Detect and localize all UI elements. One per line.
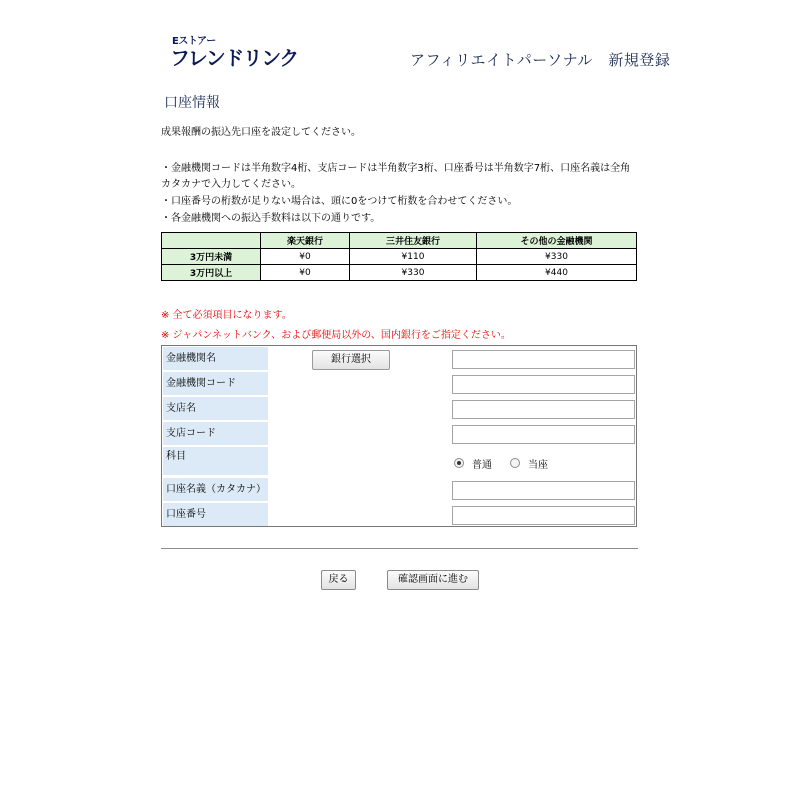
- fee-cell: ¥0: [261, 265, 350, 281]
- branch-code-field[interactable]: [452, 425, 635, 444]
- account-number-field[interactable]: [452, 506, 635, 525]
- intro-text: 成果報酬の振込先口座を設定してください。: [161, 127, 361, 138]
- bank-name-field[interactable]: [452, 350, 635, 369]
- bank-name-label: 金融機関名: [163, 347, 268, 370]
- account-holder-label: 口座名義（カタカナ）: [163, 478, 268, 501]
- fee-table-header: その他の金融機関: [477, 233, 637, 249]
- form-row-branch-code: [162, 422, 636, 447]
- required-notice: ※ 全て必須項目になります。: [161, 310, 292, 321]
- branch-name-field[interactable]: [452, 400, 635, 419]
- table-row: [162, 265, 637, 281]
- bank-select-button[interactable]: 銀行選択: [312, 350, 390, 370]
- bank-account-form: [161, 345, 637, 527]
- account-type-ordinary-radio[interactable]: [454, 458, 464, 468]
- account-type-ordinary-label: 普通: [472, 460, 492, 471]
- account-number-label: 口座番号: [163, 503, 268, 526]
- back-button[interactable]: 戻る: [321, 570, 356, 590]
- bank-code-label: 金融機関コード: [163, 372, 268, 395]
- confirm-button[interactable]: 確認画面に進む: [387, 570, 479, 590]
- account-type-label: 科目: [163, 447, 268, 475]
- logo-subtitle: Eストアー: [172, 36, 216, 47]
- fee-cell: ¥110: [350, 249, 477, 265]
- fee-table-header: 三井住友銀行: [350, 233, 477, 249]
- note-line: ・金融機関コードは半角数字4桁、支店コードは半角数字3桁、口座番号は半角数字7桁、口座名義は全角: [161, 163, 631, 174]
- fee-table-header-row: [162, 233, 637, 249]
- transfer-fee-table: [161, 232, 637, 281]
- logo-title: フレンドリンク: [170, 46, 298, 70]
- account-type-current-radio[interactable]: [510, 458, 520, 468]
- form-row-bank-name: [162, 347, 636, 372]
- fee-table-header: [162, 233, 261, 249]
- account-holder-field[interactable]: [452, 481, 635, 500]
- form-row-account-holder: [162, 478, 636, 503]
- divider: [161, 548, 638, 549]
- page-header-title: アフィリエイトパーソナル 新規登録: [410, 51, 671, 69]
- note-line: ・各金融機関への振込手数料は以下の通りです。: [161, 213, 381, 224]
- bank-restriction-notice: ※ ジャパンネットバンク、および郵便局以外の、国内銀行をご指定ください。: [161, 330, 511, 341]
- bank-code-field[interactable]: [452, 375, 635, 394]
- branch-name-label: 支店名: [163, 397, 268, 420]
- fee-cell: ¥330: [350, 265, 477, 281]
- fee-cell: ¥330: [477, 249, 637, 265]
- form-row-branch-name: [162, 397, 636, 422]
- form-row-account-number: [162, 503, 636, 528]
- account-type-current-label: 当座: [528, 460, 548, 471]
- friendlink-logo: [170, 32, 300, 68]
- fee-row-label: 3万円以上: [162, 265, 261, 281]
- table-row: [162, 249, 637, 265]
- fee-row-label: 3万円未満: [162, 249, 261, 265]
- fee-cell: ¥440: [477, 265, 637, 281]
- section-title: 口座情報: [164, 95, 220, 111]
- fee-table-header: 楽天銀行: [261, 233, 350, 249]
- note-line: ・口座番号の桁数が足りない場合は、頭に0をつけて桁数を合わせてください。: [161, 196, 518, 207]
- branch-code-label: 支店コード: [163, 422, 268, 445]
- note-line: カタカナで入力してください。: [161, 179, 301, 190]
- fee-cell: ¥0: [261, 249, 350, 265]
- form-row-bank-code: [162, 372, 636, 397]
- form-row-account-type: [162, 447, 636, 477]
